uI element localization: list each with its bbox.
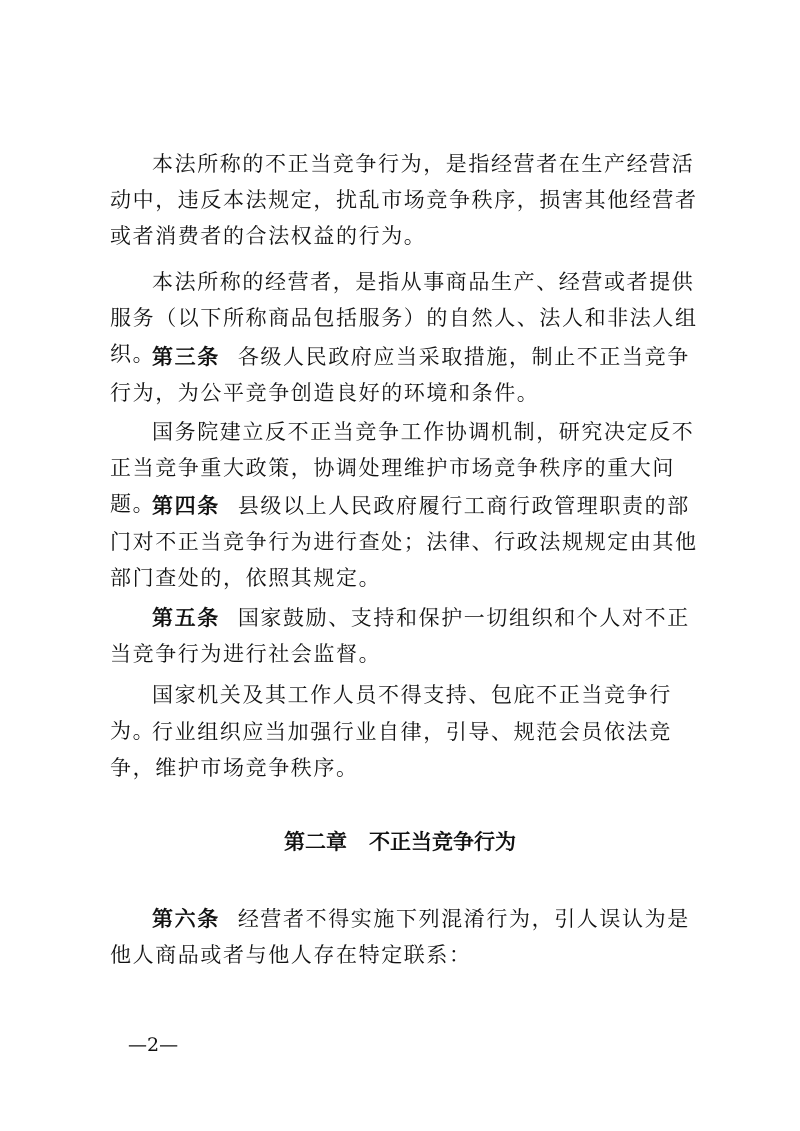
paragraph-text: 本法所称的不正当竞争行为，是指经营者在生产经营活动中，违反本法规定，扰乱市场竞争秩序，损害其他经营者或者消费者的合法权益的行为。: [110, 152, 698, 248]
article-heading: 第五条: [152, 606, 220, 630]
article-heading: 第六条: [152, 907, 220, 931]
chapter-title: 不正当竞争行为: [369, 830, 516, 854]
chapter-heading: [0, 826, 800, 856]
paragraph-text: 本法所称的经营者，是指从事商品生产、经营或者提供服务（以下所称商品包括服务）的自然人、法人和非法人组织。: [110, 270, 698, 366]
article-5: [110, 600, 710, 672]
article-4: [110, 488, 710, 596]
article-heading: 第四条: [152, 494, 220, 518]
article-6: [110, 901, 710, 973]
article-heading: 第三条: [152, 345, 220, 369]
paragraph-text: 行业组织应当加强行业自律，引导、规范会员依法竞争，维护市场竞争秩序。: [110, 720, 672, 780]
paragraph-text: 国家鼓励、支持和保护一切组织和个人对不正当竞争行为进行社会监督。: [110, 606, 690, 666]
paragraph-text: 县级以上人民政府履行工商行政管理职责的部门对不正当竞争行为进行查处；法律、行政法规规定由其他部门查处的，依照其规定。: [110, 494, 698, 590]
article-3: [110, 339, 710, 411]
paragraph-8: [110, 714, 710, 786]
chapter-number: 第二章: [284, 830, 347, 854]
paragraph-text: 经营者不得实施下列混淆行为，引人误认为是他人商品或者与他人存在特定联系：: [110, 907, 690, 967]
page-number: —2—: [128, 1034, 179, 1056]
paragraph-text: 国家机关及其工作人员不得支持、包庇不正当竞争行为。: [110, 683, 672, 743]
paragraph-text: 各级人民政府应当采取措施，制止不正当竞争行为，为公平竞争创造良好的环境和条件。: [110, 345, 690, 405]
paragraph-text: 国务院建立反不正当竞争工作协调机制，研究决定反不正当竞争重大政策，协调处理维护市场竞争秩序的重大问题。: [110, 420, 695, 516]
paragraph-1: [110, 146, 710, 254]
